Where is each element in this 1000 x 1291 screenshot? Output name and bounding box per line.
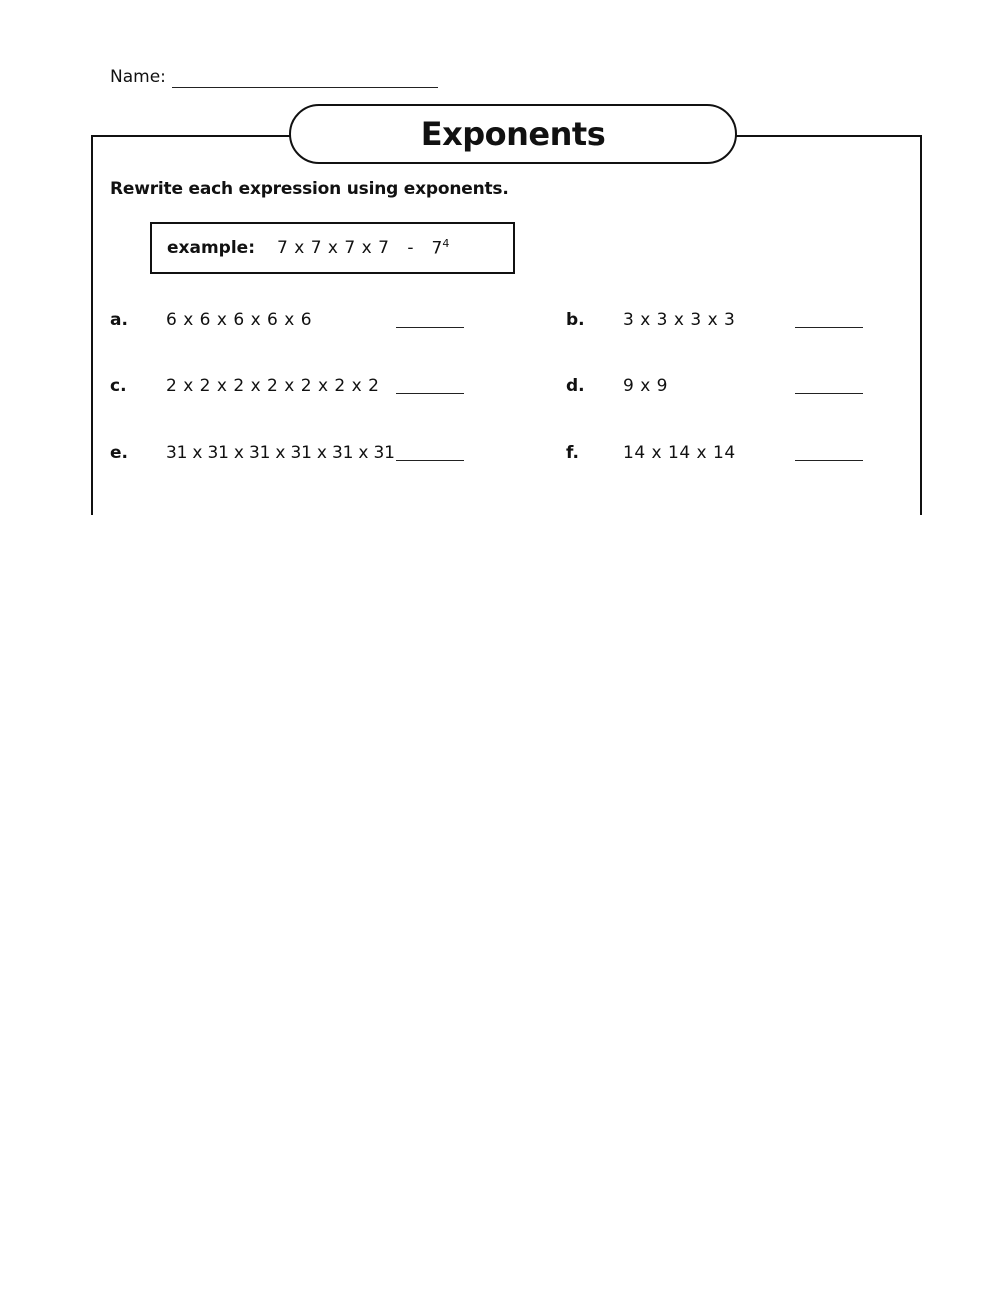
name-row [110,66,438,88]
problem-letter: a. [110,310,128,330]
answer-blank-b[interactable] [795,327,863,328]
name-label: Name: [110,67,166,87]
problem-b [566,306,736,330]
page-title: Exponents [420,115,606,153]
answer-blank-d[interactable] [795,393,863,394]
example-label: example: [167,238,256,258]
instructions: Rewrite each expression using exponents. [110,179,509,199]
answer-blank-f[interactable] [795,460,863,461]
problem-expression: 31 x 31 x 31 x 31 x 31 x 31 [166,443,395,463]
problem-a [110,306,313,330]
problem-expression: 3 x 3 x 3 x 3 [623,310,736,330]
example-answer [432,237,450,259]
problem-expression: 14 x 14 x 14 [623,443,736,463]
example-separator: - [407,238,414,258]
answer-blank-c[interactable] [396,393,464,394]
problem-letter: b. [566,310,585,330]
problem-expression: 2 x 2 x 2 x 2 x 2 x 2 x 2 [166,376,380,396]
problem-letter: d. [566,376,585,396]
problem-letter: f. [566,443,579,463]
problem-letter: c. [110,376,127,396]
problem-expression: 9 x 9 [623,376,668,396]
example-box [150,222,515,274]
problem-e [110,439,395,463]
title-banner [289,104,737,164]
problem-d [566,372,668,396]
example-answer-exponent: 4 [442,237,450,251]
example-answer-base: 7 [431,238,443,259]
answer-blank-e[interactable] [396,460,464,461]
name-field[interactable] [172,69,438,88]
answer-blank-a[interactable] [396,327,464,328]
problem-expression: 6 x 6 x 6 x 6 x 6 [166,310,313,330]
problem-f [566,439,736,463]
problem-c [110,372,380,396]
example-expression: 7 x 7 x 7 x 7 [277,238,390,258]
problem-letter: e. [110,443,128,463]
